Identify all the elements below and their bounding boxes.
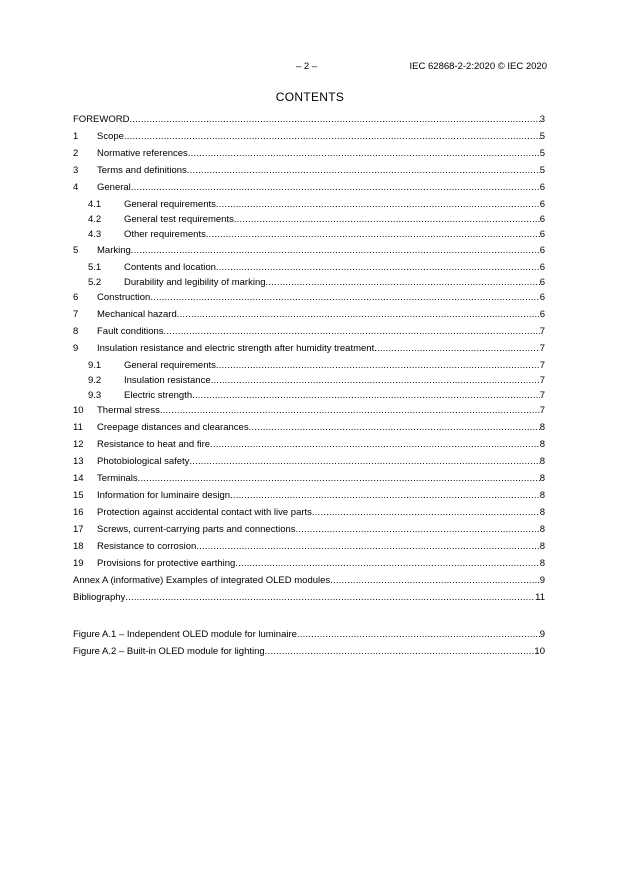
toc-entry-label: Terminals [97, 473, 138, 484]
toc-entry-number: 9.3 [88, 390, 102, 401]
dot-leader [296, 524, 540, 536]
toc-entry[interactable] [73, 292, 545, 304]
figure-entry[interactable] [73, 629, 545, 641]
toc-entry[interactable] [73, 439, 545, 451]
page-ref: 6 [539, 199, 545, 210]
toc-entry[interactable] [73, 148, 545, 160]
toc-entry-number: 9.1 [88, 360, 102, 371]
page-ref: 6 [539, 214, 545, 225]
figure-entry[interactable] [73, 646, 545, 658]
toc-entry-label: Provisions for protective earthing [97, 558, 236, 569]
toc-entry[interactable] [73, 490, 545, 502]
toc-entry-label: Screws, current-carrying parts and connections [97, 524, 296, 535]
dot-leader [187, 165, 540, 177]
dot-leader [211, 375, 540, 387]
toc-entry-number: 19 [73, 558, 84, 569]
dot-leader [216, 360, 540, 372]
toc-entry-number: 4 [73, 182, 79, 193]
dot-leader [216, 199, 540, 211]
toc-entry-number: 16 [73, 507, 84, 518]
page-ref: 6 [539, 182, 545, 193]
page-ref: 6 [539, 245, 545, 256]
toc-entry-label: Resistance to heat and fire [97, 439, 211, 450]
toc-entry-number: 12 [73, 439, 84, 450]
toc-entry-number: 10 [73, 405, 84, 416]
toc-entry-label: Insulation resistance [124, 375, 211, 386]
dot-leader [249, 422, 540, 434]
toc-entry-label: Resistance to corrosion [97, 541, 197, 552]
dot-leader [150, 292, 539, 304]
toc-entry-number: 14 [73, 473, 84, 484]
toc-entry[interactable] [73, 214, 545, 226]
dot-leader [235, 558, 539, 570]
toc-entry-label: Normative references [97, 148, 188, 159]
page-ref: 7 [539, 390, 545, 401]
dot-leader [216, 262, 540, 274]
dot-leader [164, 326, 540, 338]
page-ref: 7 [539, 343, 545, 354]
page-ref: 8 [539, 490, 545, 501]
page-ref: 8 [539, 439, 545, 450]
toc-entry-number: 15 [73, 490, 84, 501]
page-number: – 2 – [296, 61, 318, 72]
dot-leader [131, 182, 540, 194]
page-ref: 8 [539, 473, 545, 484]
figure-entry-label: Figure A.1 – Independent OLED module for luminaire [73, 629, 297, 640]
toc-entry-label: Terms and definitions [97, 165, 187, 176]
toc-entry-number: 3 [73, 165, 79, 176]
toc-entry[interactable] [73, 507, 545, 519]
toc-entry[interactable] [73, 245, 545, 257]
toc-entry-label: General [97, 182, 131, 193]
dot-leader [312, 507, 540, 519]
page-ref: 6 [539, 229, 545, 240]
toc-entry-label: Fault conditions [97, 326, 164, 337]
toc-entry-number: 8 [73, 326, 79, 337]
dot-leader [230, 490, 540, 502]
dot-leader [189, 456, 539, 468]
toc-entry[interactable] [73, 229, 545, 241]
toc-entry-label: Insulation resistance and electric strength after humidity treatment [97, 343, 375, 354]
toc-entry-label: Contents and location [124, 262, 216, 273]
toc-entry[interactable] [73, 360, 545, 372]
toc-entry-label: Photobiological safety [97, 456, 190, 467]
toc-entry[interactable] [73, 524, 545, 536]
page-ref: 8 [539, 456, 545, 467]
page-ref: 3 [539, 114, 545, 125]
dot-leader [297, 629, 540, 641]
toc-entry-label: Durability and legibility of marking [124, 277, 266, 288]
toc-entry[interactable] [73, 199, 545, 211]
toc-entry-label: General requirements [124, 360, 216, 371]
dot-leader [125, 592, 535, 604]
toc-entry-number: 18 [73, 541, 84, 552]
dot-leader [138, 473, 540, 485]
toc-entry[interactable] [73, 473, 545, 485]
toc-entry[interactable] [73, 131, 545, 143]
toc-entry-label: Construction [97, 292, 151, 303]
page-ref: 7 [539, 375, 545, 386]
toc-entry[interactable] [73, 182, 545, 194]
page-ref: 8 [539, 558, 545, 569]
page-ref: 5 [539, 131, 545, 142]
dot-leader [129, 114, 539, 126]
toc-entry-label: General requirements [124, 199, 216, 210]
toc-entry[interactable] [73, 422, 545, 434]
toc-entry-label: Thermal stress [97, 405, 160, 416]
toc-entry-number: 7 [73, 309, 79, 320]
figure-entry-label: Figure A.2 – Built-in OLED module for lighting [73, 646, 265, 657]
toc-entry[interactable] [73, 326, 545, 338]
dot-leader [330, 575, 540, 587]
toc-entry-number: 1 [73, 131, 79, 142]
page-ref: 11 [535, 592, 545, 603]
toc-entry-number: 9.2 [88, 375, 102, 386]
document-reference: IEC 62868-2-2:2020 © IEC 2020 [409, 61, 547, 72]
dot-leader [188, 148, 540, 160]
toc-entry-label: Marking [97, 245, 131, 256]
page-ref: 8 [539, 524, 545, 535]
toc-entry-label: Information for luminaire design [97, 490, 231, 501]
toc-entry[interactable] [73, 390, 545, 402]
toc-entry-number: 4.2 [88, 214, 102, 225]
dot-leader [206, 229, 540, 241]
dot-leader [192, 390, 540, 402]
page-ref: 6 [539, 262, 545, 273]
toc-entry-label: Bibliography [73, 592, 126, 603]
toc-entry-number: 13 [73, 456, 84, 467]
page-ref: 7 [539, 405, 545, 416]
page-ref: 9 [539, 575, 545, 586]
toc-entry[interactable] [73, 114, 545, 126]
toc-entry-label: Annex A (informative) Examples of integrated OLED modules [73, 575, 331, 586]
dot-leader [177, 309, 540, 321]
toc-entry[interactable] [73, 277, 545, 289]
page-ref: 6 [539, 292, 545, 303]
page-ref: 7 [539, 326, 545, 337]
toc-entry-label: Creepage distances and clearances [97, 422, 249, 433]
dot-leader [196, 541, 539, 553]
toc-entry-label: FOREWORD [73, 114, 130, 125]
dot-leader [234, 214, 540, 226]
page-ref: 6 [539, 309, 545, 320]
toc-entry[interactable] [73, 309, 545, 321]
toc-entry-number: 6 [73, 292, 79, 303]
page-ref: 9 [539, 629, 545, 640]
dot-leader [124, 131, 540, 143]
toc-entry-number: 2 [73, 148, 79, 159]
toc-entry[interactable] [73, 343, 545, 355]
page-ref: 8 [539, 507, 545, 518]
toc-entry-number: 5.2 [88, 277, 102, 288]
contents-title: CONTENTS [275, 90, 345, 104]
page-ref: 5 [539, 165, 545, 176]
dot-leader [160, 405, 540, 417]
toc-entry[interactable] [73, 165, 545, 177]
toc-entry[interactable] [73, 558, 545, 570]
page-ref: 5 [539, 148, 545, 159]
toc-entry-number: 4.1 [88, 199, 102, 210]
dot-leader [131, 245, 540, 257]
page-ref: 8 [539, 422, 545, 433]
dot-leader [265, 646, 535, 658]
toc-entry-number: 11 [73, 422, 83, 433]
dot-leader [266, 277, 540, 289]
dot-leader [374, 343, 539, 355]
toc-entry[interactable] [73, 375, 545, 387]
toc-entry[interactable] [73, 456, 545, 468]
toc-entry-number: 5 [73, 245, 79, 256]
toc-entry-label: General test requirements [124, 214, 234, 225]
dot-leader [210, 439, 540, 451]
toc-entry-label: Electric strength [124, 390, 193, 401]
page-ref: 7 [539, 360, 545, 371]
page-ref: 10 [534, 646, 545, 657]
toc-entry[interactable] [73, 405, 545, 417]
page-ref: 6 [539, 277, 545, 288]
toc-entry-number: 17 [73, 524, 84, 535]
toc-entry-number: 4.3 [88, 229, 102, 240]
toc-entry-label: Scope [97, 131, 124, 142]
toc-entry-number: 5.1 [88, 262, 102, 273]
toc-entry[interactable] [73, 262, 545, 274]
toc-entry-label: Mechanical hazard [97, 309, 177, 320]
toc-entry-label: Protection against accidental contact with live parts [97, 507, 312, 518]
toc-entry-label: Other requirements [124, 229, 206, 240]
page-ref: 8 [539, 541, 545, 552]
toc-entry-number: 9 [73, 343, 79, 354]
toc-entry[interactable] [73, 575, 545, 587]
toc-entry[interactable] [73, 541, 545, 553]
toc-entry[interactable] [73, 592, 545, 604]
